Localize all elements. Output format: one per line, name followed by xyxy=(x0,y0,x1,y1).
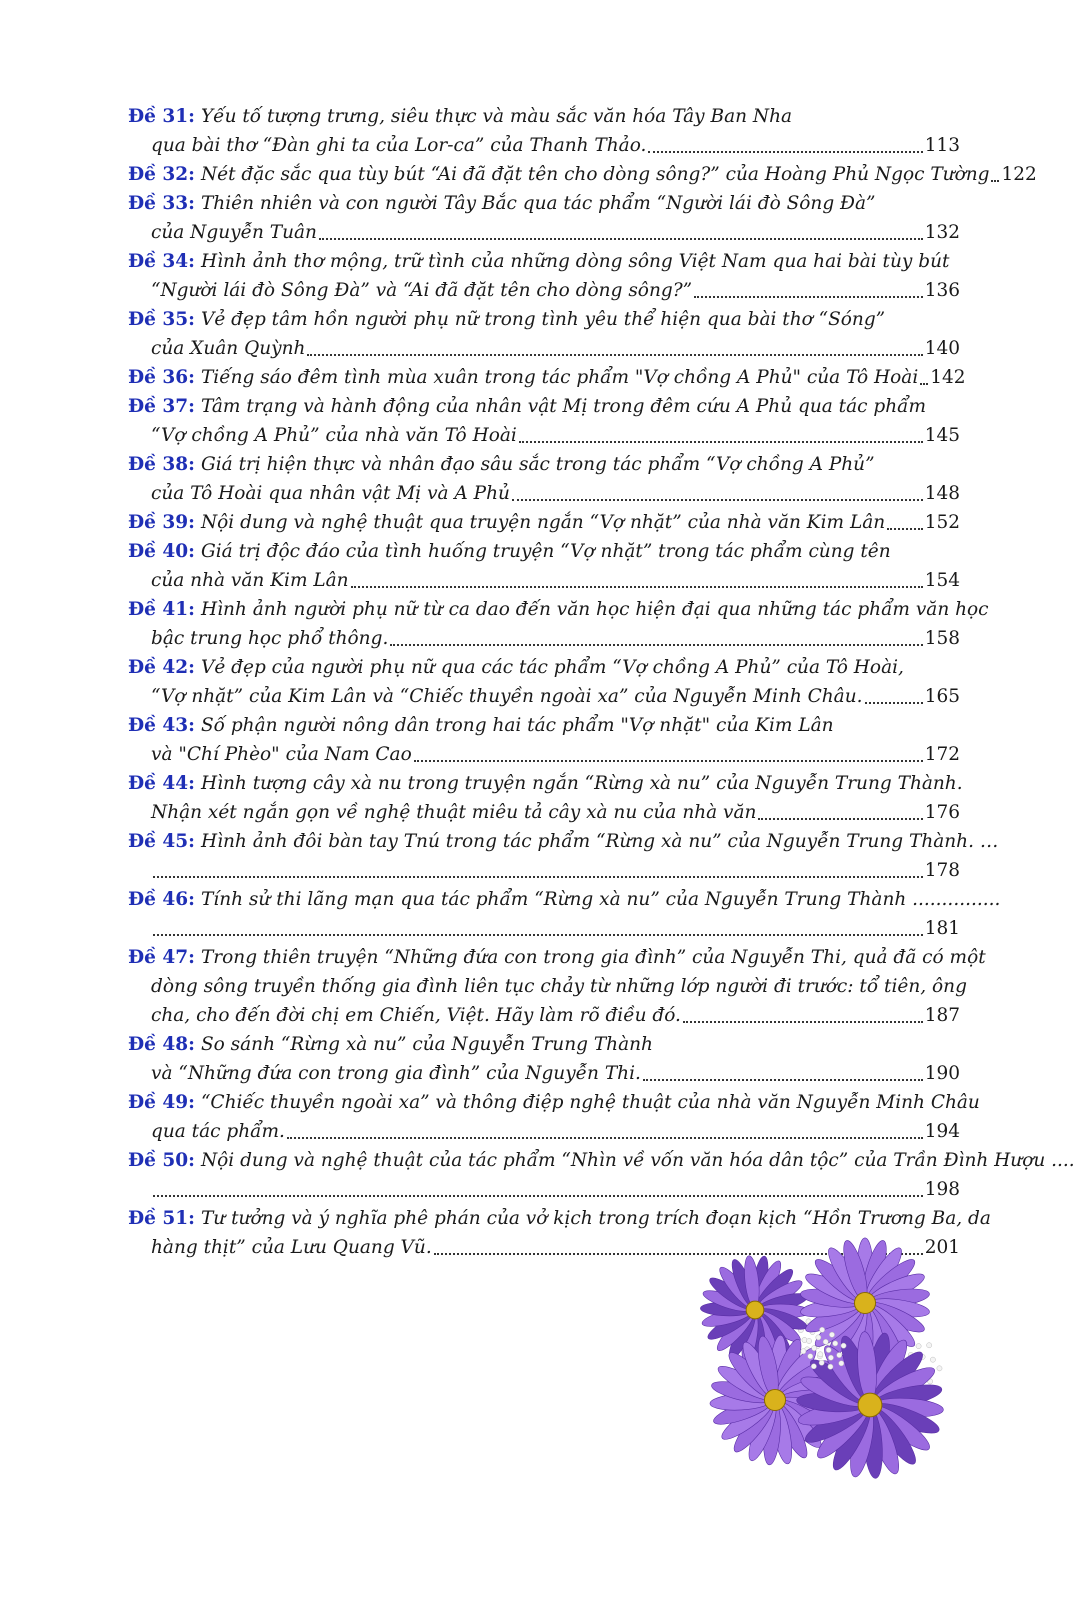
dot-leader xyxy=(683,1021,923,1023)
toc-page-number: 140 xyxy=(924,338,960,359)
dot-leader xyxy=(287,1137,923,1139)
toc-entry xyxy=(128,450,960,508)
toc-entry-label: Đề 41: xyxy=(128,599,195,620)
dot-leader xyxy=(153,876,923,878)
toc-line xyxy=(128,247,960,276)
toc-line xyxy=(128,682,960,711)
toc-entry-title: và “Những đứa con trong gia đình” của Nguyễn Thi. xyxy=(151,1063,641,1084)
toc-entry-title: Tiếng sáo đêm tình mùa xuân trong tác phẩm "Vợ chồng A Phủ" của Tô Hoài xyxy=(200,367,919,388)
toc-line xyxy=(128,537,960,566)
toc-entry-title: “Vợ nhặt” của Kim Lân và “Chiếc thuyền ngoài xa” của Nguyễn Minh Châu. xyxy=(151,686,863,707)
toc-entry-label: Đề 39: xyxy=(128,512,195,533)
toc-entry-label: Đề 36: xyxy=(128,367,195,388)
toc-line xyxy=(128,740,960,769)
toc-page-number: 198 xyxy=(924,1179,960,1200)
toc-line xyxy=(128,479,960,508)
toc-entry-label: Đề 50: xyxy=(128,1150,195,1171)
toc-entry-label: Đề 43: xyxy=(128,715,195,736)
toc-entry-label: Đề 33: xyxy=(128,193,195,214)
toc-entry-label: Đề 45: xyxy=(128,831,195,852)
toc-entry-title: Giá trị độc đáo của tình huống truyện “Vợ nhặt” trong tác phẩm cùng tên xyxy=(200,541,891,562)
toc-entry xyxy=(128,595,989,653)
toc-page-number: 158 xyxy=(924,628,960,649)
toc-page-number: 145 xyxy=(924,425,960,446)
toc-line xyxy=(128,421,960,450)
toc-entry-title: hàng thịt” của Lưu Quang Vũ. xyxy=(151,1237,432,1258)
toc-line xyxy=(128,1204,991,1233)
toc-entry-label: Đề 40: xyxy=(128,541,195,562)
toc-line xyxy=(128,1088,980,1117)
dot-leader xyxy=(648,151,922,153)
toc-line xyxy=(128,508,960,537)
toc-line xyxy=(128,218,960,247)
toc-entry xyxy=(128,711,960,769)
toc-line xyxy=(128,1030,960,1059)
toc-entry-title: cha, cho đến đời chị em Chiến, Việt. Hãy làm rõ điều đó. xyxy=(151,1005,681,1026)
toc-line xyxy=(128,1117,960,1146)
toc-line xyxy=(128,943,986,972)
toc-page-number: 122 xyxy=(1001,164,1037,185)
dot-leader xyxy=(319,238,923,240)
toc-entry xyxy=(128,160,1037,189)
toc-entry-title: Nét đặc sắc qua tùy bút “Ai đã đặt tên cho dòng sông?” của Hoàng Phủ Ngọc Tường xyxy=(200,164,990,185)
dot-leader xyxy=(307,354,922,356)
table-of-contents xyxy=(128,102,1075,1262)
toc-page-number: 148 xyxy=(924,483,960,504)
toc-line xyxy=(128,1175,960,1204)
toc-entry xyxy=(128,363,966,392)
toc-entry-title: Số phận người nông dân trong hai tác phẩm "Vợ nhặt" của Kim Lân xyxy=(200,715,834,736)
toc-entry xyxy=(128,102,960,160)
toc-entry-label: Đề 31: xyxy=(128,106,195,127)
toc-entry-title: của Nguyễn Tuân xyxy=(151,222,317,243)
toc-line xyxy=(128,972,967,1001)
toc-page-number: 132 xyxy=(924,222,960,243)
dot-leader xyxy=(519,441,923,443)
dot-leader xyxy=(414,760,923,762)
toc-entry xyxy=(128,885,1001,943)
toc-entry xyxy=(128,769,963,827)
toc-line xyxy=(128,102,960,131)
toc-entry-title: và "Chí Phèo" của Nam Cao xyxy=(151,744,412,765)
toc-entry-title: của nhà văn Kim Lân xyxy=(151,570,349,591)
dot-leader xyxy=(153,1195,923,1197)
toc-page-number: 176 xyxy=(924,802,960,823)
toc-line xyxy=(128,450,960,479)
toc-entry-label: Đề 47: xyxy=(128,947,195,968)
toc-entry-title: Trong thiên truyện “Những đứa con trong gia đình” của Nguyễn Thi, quả đã có một xyxy=(200,947,986,968)
toc-line xyxy=(128,856,960,885)
toc-line xyxy=(128,769,963,798)
toc-entry-label: Đề 51: xyxy=(128,1208,195,1229)
dot-leader xyxy=(694,296,923,298)
toc-page-number: 165 xyxy=(924,686,960,707)
dot-leader xyxy=(758,818,922,820)
toc-entry-title: Hình ảnh thơ mộng, trữ tình của những dòng sông Việt Nam qua hai bài tùy bút xyxy=(200,251,950,272)
toc-page-number: 172 xyxy=(924,744,960,765)
toc-entry xyxy=(128,827,999,885)
toc-line xyxy=(128,1059,960,1088)
toc-line xyxy=(128,363,966,392)
toc-entry xyxy=(128,189,960,247)
toc-entry-title: bậc trung học phổ thông. xyxy=(151,628,389,649)
flower-bouquet-icon xyxy=(705,1245,955,1480)
toc-entry-label: Đề 38: xyxy=(128,454,195,475)
toc-entry-title: Hình ảnh người phụ nữ từ ca dao đến văn học hiện đại qua những tác phẩm văn học xyxy=(200,599,989,620)
dot-leader xyxy=(512,499,923,501)
toc-entry xyxy=(128,1088,980,1146)
toc-entry xyxy=(128,305,960,363)
toc-entry-title: “Vợ chồng A Phủ” của nhà văn Tô Hoài xyxy=(151,425,517,446)
toc-entry-title: dòng sông truyền thống gia đình liên tục chảy từ những lớp người đi trước: tổ tiên, ông xyxy=(151,976,967,997)
toc-entry-title: Tâm trạng và hành động của nhân vật Mị trong đêm cứu A Phủ qua tác phẩm xyxy=(200,396,927,417)
toc-line xyxy=(128,1001,960,1030)
toc-line xyxy=(128,305,960,334)
toc-entry-title: của Xuân Quỳnh xyxy=(151,338,306,359)
toc-line xyxy=(128,711,960,740)
toc-entry-title: Nhận xét ngắn gọn về nghệ thuật miêu tả cây xà nu của nhà văn xyxy=(151,802,757,823)
toc-line xyxy=(128,595,989,624)
toc-entry-title: Tư tưởng và ý nghĩa phê phán của vở kịch trong trích đoạn kịch “Hồn Trương Ba, da xyxy=(200,1208,991,1229)
toc-line xyxy=(128,334,960,363)
toc-line xyxy=(128,276,960,305)
toc-entry xyxy=(128,508,960,537)
dot-leader xyxy=(643,1079,923,1081)
toc-entry xyxy=(128,1146,1075,1204)
toc-entry xyxy=(128,537,960,595)
toc-entry-title: qua bài thơ “Đàn ghi ta của Lor-ca” của Thanh Thảo. xyxy=(151,135,647,156)
toc-entry-label: Đề 48: xyxy=(128,1034,195,1055)
toc-entry-label: Đề 32: xyxy=(128,164,195,185)
toc-entry-label: Đề 34: xyxy=(128,251,195,272)
toc-line xyxy=(128,624,960,653)
toc-entry-title: của Tô Hoài qua nhân vật Mị và A Phủ xyxy=(151,483,510,504)
toc-entry-title: Giá trị hiện thực và nhân đạo sâu sắc trong tác phẩm “Vợ chồng A Phủ” xyxy=(200,454,875,475)
dot-leader xyxy=(351,586,923,588)
toc-entry-label: Đề 44: xyxy=(128,773,195,794)
toc-entry-title: Yếu tố tượng trưng, siêu thực và màu sắc văn hóa Tây Ban Nha xyxy=(200,106,793,127)
toc-entry-label: Đề 46: xyxy=(128,889,195,910)
toc-entry-title: Nội dung và nghệ thuật của tác phẩm “Nhìn về vốn văn hóa dân tộc” của Trần Đình Hượu .... xyxy=(200,1150,1075,1171)
toc-entry-title: Thiên nhiên và con người Tây Bắc qua tác phẩm “Người lái đò Sông Đà” xyxy=(200,193,876,214)
toc-entry-title: Hình ảnh đôi bàn tay Tnú trong tác phẩm “Rừng xà nu” của Nguyễn Trung Thành. … xyxy=(200,831,999,852)
toc-line xyxy=(128,798,960,827)
toc-page-number: 187 xyxy=(924,1005,960,1026)
toc-line xyxy=(128,131,960,160)
toc-entry-title: Vẻ đẹp tâm hồn người phụ nữ trong tình yêu thể hiện qua bài thơ “Sóng” xyxy=(200,309,886,330)
toc-entry-title: Nội dung và nghệ thuật qua truyện ngắn “Vợ nhặt” của nhà văn Kim Lân xyxy=(200,512,886,533)
toc-page-number: 194 xyxy=(924,1121,960,1142)
dot-leader xyxy=(153,934,923,936)
toc-entry-label: Đề 42: xyxy=(128,657,195,678)
toc-page-number: 190 xyxy=(924,1063,960,1084)
toc-entry-title: So sánh “Rừng xà nu” của Nguyễn Trung Thành xyxy=(200,1034,653,1055)
toc-entry-label: Đề 35: xyxy=(128,309,195,330)
toc-line xyxy=(128,914,960,943)
toc-page-number: 154 xyxy=(924,570,960,591)
toc-page-number: 178 xyxy=(924,860,960,881)
toc-entry xyxy=(128,943,986,1030)
dot-leader xyxy=(991,180,999,182)
toc-entry-title: Vẻ đẹp của người phụ nữ qua các tác phẩm “Vợ chồng A Phủ” của Tô Hoài, xyxy=(200,657,904,678)
toc-line xyxy=(128,885,1001,914)
toc-entry-title: “Người lái đò Sông Đà” và “Ai đã đặt tên cho dòng sông?” xyxy=(151,280,693,301)
toc-entry xyxy=(128,1030,960,1088)
toc-line xyxy=(128,160,1037,189)
toc-page-number: 136 xyxy=(924,280,960,301)
toc-entry xyxy=(128,392,960,450)
toc-line xyxy=(128,189,960,218)
toc-page-number: 113 xyxy=(924,135,960,156)
toc-entry-title: qua tác phẩm. xyxy=(151,1121,285,1142)
toc-line xyxy=(128,566,960,595)
toc-entry-label: Đề 37: xyxy=(128,396,195,417)
toc-line xyxy=(128,653,960,682)
toc-entry-title: “Chiếc thuyền ngoài xa” và thông điệp nghệ thuật của nhà văn Nguyễn Minh Châu xyxy=(200,1092,980,1113)
toc-page-number: 201 xyxy=(924,1237,960,1258)
dot-leader xyxy=(865,702,923,704)
toc-entry xyxy=(128,653,960,711)
toc-page-number: 152 xyxy=(924,512,960,533)
toc-entry xyxy=(128,247,960,305)
dot-leader xyxy=(920,383,928,385)
dot-leader xyxy=(390,644,922,646)
toc-line xyxy=(128,827,999,856)
dot-leader xyxy=(887,528,923,530)
toc-line xyxy=(128,1146,1075,1175)
toc-entry-title: Hình tượng cây xà nu trong truyện ngắn “Rừng xà nu” của Nguyễn Trung Thành. xyxy=(200,773,963,794)
toc-entry-label: Đề 49: xyxy=(128,1092,195,1113)
toc-page-number: 181 xyxy=(924,918,960,939)
toc-line xyxy=(128,392,960,421)
toc-entry-title: Tính sử thi lãng mạn qua tác phẩm “Rừng xà nu” của Nguyễn Trung Thành ............... xyxy=(200,889,1001,910)
toc-page-number: 142 xyxy=(930,367,966,388)
